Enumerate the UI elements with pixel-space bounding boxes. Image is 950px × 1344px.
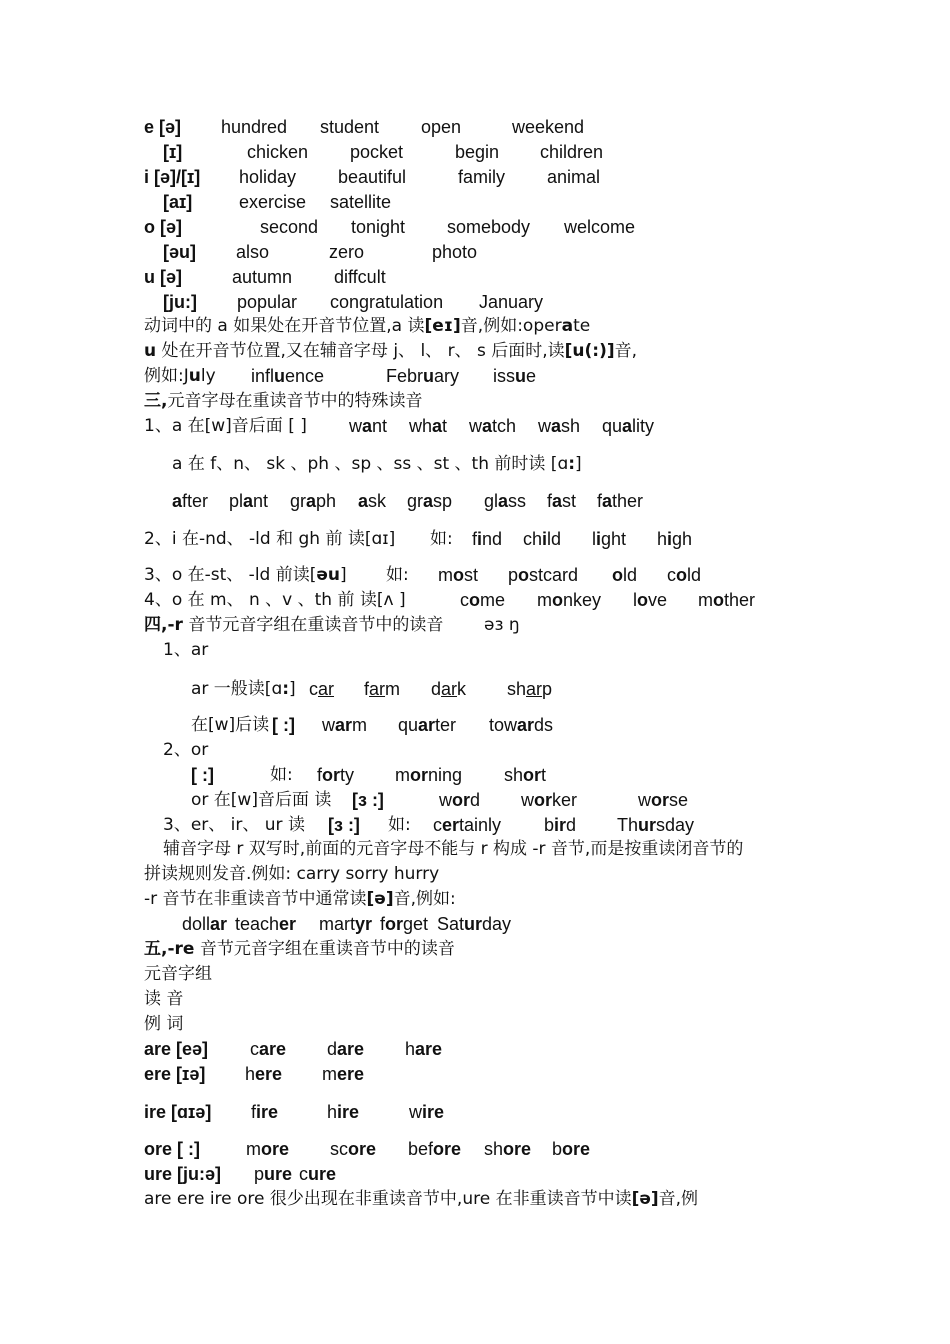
example-word: glass bbox=[484, 491, 527, 511]
row-label: ore [ :] bbox=[144, 1139, 200, 1159]
example-word: quality bbox=[602, 416, 655, 436]
phonetic-symbol: [eɪ] bbox=[424, 316, 461, 336]
example-word: morning bbox=[395, 765, 463, 785]
example-word: love bbox=[633, 590, 668, 610]
example-word: holiday bbox=[239, 167, 297, 187]
example-word: fire bbox=[251, 1102, 279, 1122]
example-word: photo bbox=[432, 242, 478, 262]
example-word: care bbox=[250, 1039, 287, 1059]
example-word: wire bbox=[409, 1102, 445, 1122]
example-word: high bbox=[657, 529, 693, 549]
example-word: cold bbox=[667, 565, 702, 585]
example-word: cure bbox=[299, 1164, 337, 1184]
example-word: child bbox=[523, 529, 562, 549]
row-label: [əu] bbox=[163, 242, 196, 262]
example-word: after bbox=[172, 491, 209, 511]
example-word: beautiful bbox=[338, 167, 407, 187]
example-word: before bbox=[408, 1139, 462, 1159]
example-word: light bbox=[592, 529, 627, 549]
rule-text: 3、o 在-st、 -ld 前读[əu] bbox=[144, 565, 347, 585]
example-word: graph bbox=[290, 491, 337, 511]
example-word: bore bbox=[552, 1139, 591, 1159]
phonetic-symbol: [ɜ :] bbox=[352, 790, 384, 810]
phonetic-symbol: [ɜ :] bbox=[328, 815, 360, 835]
example-word: begin bbox=[455, 142, 500, 162]
example-word: mother bbox=[698, 590, 756, 610]
example-word: fast bbox=[547, 491, 577, 511]
example-word: somebody bbox=[447, 217, 531, 237]
row-label: u [ə] bbox=[144, 267, 182, 287]
example-word: car bbox=[309, 679, 335, 699]
row-label: [ju:] bbox=[163, 292, 197, 312]
example-word: martyr bbox=[319, 914, 373, 934]
highlight-letter: u bbox=[144, 341, 157, 361]
example-word: also bbox=[236, 242, 270, 262]
example-word: shore bbox=[484, 1139, 532, 1159]
example-word: January bbox=[479, 292, 544, 312]
example-word: father bbox=[597, 491, 644, 511]
rule-text: 如: bbox=[388, 815, 411, 835]
example-word: score bbox=[330, 1139, 377, 1159]
example-word: student bbox=[320, 117, 380, 137]
rule-text: 动词中的 a 如果处在开音节位置,a 读 bbox=[144, 316, 425, 336]
row-label: are [eə] bbox=[144, 1039, 209, 1059]
example-word: open bbox=[421, 117, 462, 137]
example-word: come bbox=[460, 590, 506, 610]
example-word: dark bbox=[431, 679, 467, 699]
row-label: ere [ɪə] bbox=[144, 1064, 206, 1084]
rule-text: ar 一般读[ɑ:] bbox=[191, 679, 296, 699]
example-word: dollar bbox=[182, 914, 228, 934]
example-word: influence bbox=[251, 366, 325, 386]
example-word: want bbox=[349, 416, 388, 436]
highlight-letter: a bbox=[561, 316, 574, 336]
example-word: here bbox=[245, 1064, 283, 1084]
example-word: quarter bbox=[398, 715, 457, 735]
example-word: ask bbox=[358, 491, 387, 511]
example-word: congratulation bbox=[330, 292, 444, 312]
rule-text: 3、er、 ir、 ur 读 bbox=[163, 815, 305, 835]
row-label: e [ə] bbox=[144, 117, 182, 137]
example-word: animal bbox=[547, 167, 601, 187]
example-word: worse bbox=[638, 790, 689, 810]
example-word: February bbox=[386, 366, 460, 386]
example-word: word bbox=[439, 790, 481, 810]
example-word: bird bbox=[544, 815, 577, 835]
example-word: weekend bbox=[512, 117, 585, 137]
rule-text: 音,例如:oper bbox=[460, 316, 562, 336]
row-label: o [ə] bbox=[144, 217, 182, 237]
example-word: issue bbox=[493, 366, 537, 386]
rule-text: 如: bbox=[430, 529, 453, 549]
rule-text: 在[w]后读 bbox=[191, 715, 270, 735]
row-label: [ɪ] bbox=[163, 142, 183, 162]
example-word: teacher bbox=[235, 914, 297, 934]
example-word: old bbox=[612, 565, 638, 585]
example-word: monkey bbox=[537, 590, 602, 610]
rule-text: 音, bbox=[614, 341, 638, 361]
rule-text: 1、a 在[w]音后面 [ ] bbox=[144, 416, 307, 436]
phonetic-symbol: [ :] bbox=[272, 715, 295, 735]
row-label: i [ə]/[ɪ] bbox=[144, 167, 201, 187]
example-word: hundred bbox=[221, 117, 288, 137]
example-word: pure bbox=[254, 1164, 293, 1184]
row-label: ure [ju:ə] bbox=[144, 1164, 222, 1184]
example-word: satellite bbox=[330, 192, 392, 212]
example-word: pocket bbox=[350, 142, 404, 162]
example-word: hire bbox=[327, 1102, 360, 1122]
phonetic-symbol: əɜ ŋ bbox=[484, 615, 520, 635]
example-word: welcome bbox=[564, 217, 636, 237]
rule-verb-a bbox=[0, 315, 591, 337]
row-label: [aɪ] bbox=[163, 192, 193, 212]
example-word: second bbox=[260, 217, 319, 237]
example-word: Saturday bbox=[437, 914, 512, 934]
example-word: exercise bbox=[239, 192, 307, 212]
rule-u-open-syllable bbox=[0, 340, 638, 362]
example-word: most bbox=[438, 565, 479, 585]
example-word: find bbox=[472, 529, 503, 549]
example-word: diffcult bbox=[334, 267, 386, 287]
row-label: ire [ɑɪə] bbox=[144, 1102, 212, 1122]
rule-text: 如: bbox=[270, 765, 293, 785]
example-word: dare bbox=[327, 1039, 365, 1059]
example-word: mere bbox=[322, 1064, 365, 1084]
example-word: forty bbox=[317, 765, 355, 785]
rule-text: te bbox=[573, 316, 591, 336]
rule-text: 处在开音节位置,又在辅音字母 j、 l、 r、 s 后面时,读 bbox=[156, 341, 565, 361]
example-word: watch bbox=[469, 416, 517, 436]
phonetic-symbol: [u(:)] bbox=[564, 341, 615, 361]
example-word: popular bbox=[237, 292, 298, 312]
example-word: autumn bbox=[232, 267, 293, 287]
example-word: zero bbox=[329, 242, 365, 262]
example-word: more bbox=[246, 1139, 290, 1159]
rule-text: 如: bbox=[386, 565, 409, 585]
example-word: warm bbox=[322, 715, 368, 735]
rule-text: 2、i 在-nd、 -ld 和 gh 前 读[ɑɪ] bbox=[144, 529, 396, 549]
example-word: what bbox=[409, 416, 448, 436]
example-word: postcard bbox=[508, 565, 579, 585]
rule-text: 4、o 在 m、 n 、v 、th 前 读[ʌ ] bbox=[144, 590, 406, 610]
example-word: family bbox=[458, 167, 506, 187]
example-word: wash bbox=[538, 416, 581, 436]
rule-text: or 在[w]音后面 读 bbox=[191, 790, 332, 810]
example-word: children bbox=[540, 142, 604, 162]
example-word: forget bbox=[380, 914, 429, 934]
example-word: hare bbox=[405, 1039, 443, 1059]
example-word: worker bbox=[521, 790, 578, 810]
example-word: towards bbox=[489, 715, 554, 735]
example-word: farm bbox=[364, 679, 401, 699]
example-word: chicken bbox=[247, 142, 309, 162]
example-word: Thursday bbox=[617, 815, 695, 835]
phonetic-symbol: [ :] bbox=[191, 765, 214, 785]
example-word: plant bbox=[229, 491, 269, 511]
example-word: sharp bbox=[507, 679, 553, 699]
example-word: short bbox=[504, 765, 547, 785]
example-prefix: 例如:July bbox=[144, 366, 216, 386]
example-word: certainly bbox=[433, 815, 502, 835]
example-word: grasp bbox=[407, 491, 453, 511]
example-word: tonight bbox=[351, 217, 406, 237]
